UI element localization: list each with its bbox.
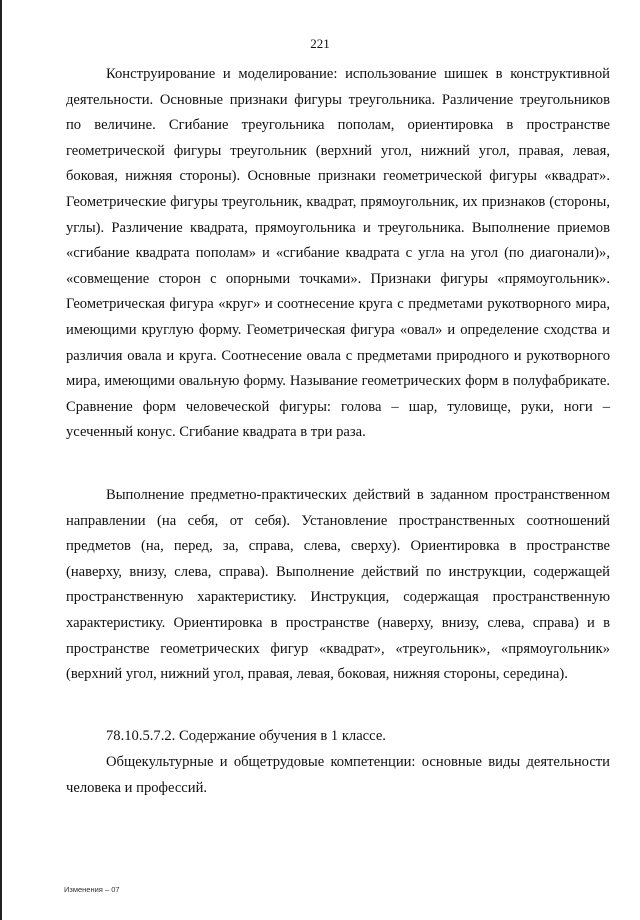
paragraph-competencies: Общекультурные и общетрудовые компетенции: основные виды деятельности человека и профессий.	[66, 754, 610, 796]
page-number: 221	[310, 36, 330, 51]
paragraph-spatial-orientation: Выполнение предметно-практических действий в заданном пространственном направлении (на себя, от себя). Установление пространственных соотношений предметов (на, перед, за, справа, слева, сверху). Ориентировка в пространстве (наверху, внизу, слева, справа). Выполнение действий по инструкции, содержащей пространственную характеристику. Инструкция, содержащая пространственную характеристику. Ориентировка в пространстве (наверху, внизу, слева, справа) и в пространстве геометрических фигур «квадрат», «треугольник», «прямоугольник» (верхний угол, нижний угол, правая, левая, боковая, нижняя стороны, середина).	[66, 487, 610, 683]
footer-revision: Изменения – 07	[64, 885, 120, 894]
paragraph-construction: Конструирование и моделирование: использование шишек в конструктивной деятельности. Основные признаки фигуры треугольника. Различение треугольников по величине. Сгибание треугольника пополам, ориентировка в пространстве геометрической фигуры треугольник (верхний угол, нижний угол, правая, левая, боковая, нижняя стороны). Основные признаки геометрической фигуры «квадрат». Геометрические фигуры треугольник, квадрат, прямоугольник, их признаков (стороны, углы). Различение квадрата, прямоугольника и треугольника. Выполнение приемов «сгибание квадрата пополам» и «сгибание квадрата с угла на угол (по диагонали)», «совмещение сторон с опорными точками». Признаки фигуры «прямоугольник». Геометрическая фигура «круг» и соотнесение круга с предметами рукотворного мира, имеющими круглую форму. Геометрическая фигура «овал» и определение сходства и различия овала и круга. Соотнесение овала с предметами природного и рукотворного мира, имеющими овальную форму. Называние геометрических форм в полуфабрикате. Сравнение форм человеческой фигуры: голова – шар, туловище, руки, ноги – усеченный конус. Сгибание квадрата в три раза.	[66, 66, 610, 441]
scan-edge	[0, 0, 2, 920]
section-heading: 78.10.5.7.2. Содержание обучения в 1 классе.	[106, 728, 386, 744]
